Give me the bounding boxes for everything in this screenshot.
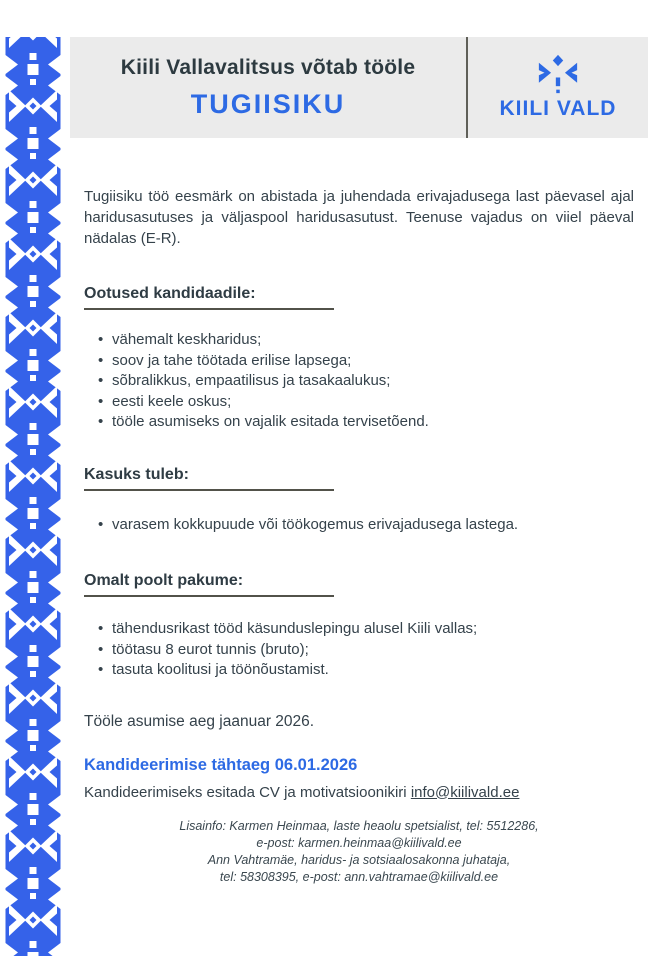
list-item: • tasuta koolitusi ja töönõustamist. [98,660,634,681]
page-title: Kiili Vallavalitsus võtab tööle [120,55,416,79]
header-band [70,37,648,138]
footer-line: e-post: karmen.heinmaa@kiilivald.ee [256,835,462,850]
list-item: • soov ja tahe töötada erilise lapsega; [98,351,634,372]
list-item: • tööle asumiseks on vajalik esitada tervisetõend. [98,412,634,433]
dragonfly-icon [535,54,581,94]
job-title: TUGIISIKU [190,88,346,119]
footer-line: Ann Vahtramäe, haridus- ja sotsiaalosakonna juhataja, [207,852,511,867]
job-ad-poster [0,37,650,956]
footer-line: tel: 58308395, e-post: ann.vahtramae@kiilivald.ee [219,869,499,884]
list-item: • töötasu 8 eurot tunnis (bruto); [98,640,634,661]
application-deadline: Kandideerimise tähtaeg 06.01.2026 [84,755,358,774]
expectations-list [84,330,634,433]
list-item: • eesti keele oskus; [98,392,634,413]
logo-panel [468,37,648,138]
logo-wordmark: KIILI VALD [499,97,617,120]
footer-line: Lisainfo: Karmen Heinmaa, laste heaolu spetsialist, tel: 5512286, [179,818,539,833]
header-title-panel [70,37,468,138]
section-heading-expectations: Ootused kandidaadile: [84,285,334,310]
apply-instruction-line [84,784,634,801]
list-item: • vähemalt keskharidus; [98,330,634,351]
intro-paragraph: Tugiisiku töö eesmärk on abistada ja juhendada erivajadusega last päevasel ajal haridusasutuses ja väljaspool haridusasutust. Teenuse vajadus on viiel päeval nädalas (E-R). [84,188,634,247]
apply-instruction-text: Kandideerimiseks esitada CV ja motivatsioonikiri [84,783,411,801]
folk-pattern-border-icon [2,37,64,956]
section-heading-offer: Omalt poolt pakume: [84,572,334,597]
apply-email-link[interactable]: info@kiilivald.ee [410,783,520,801]
contact-footer [84,818,634,886]
document-body [70,186,650,886]
start-date-line: Tööle asumise aeg jaanuar 2026. [84,712,315,730]
offer-list [84,619,634,681]
list-item: • tähendusrikast tööd käsunduslepingu alusel Kiili vallas; [98,619,634,640]
list-item: • sõbralikkus, empaatilisus ja tasakaalukus; [98,371,634,392]
list-item: • varasem kokkupuude või töökogemus erivajadusega lastega. [98,515,634,536]
advantages-list [84,515,634,536]
section-heading-advantages: Kasuks tuleb: [84,466,334,491]
